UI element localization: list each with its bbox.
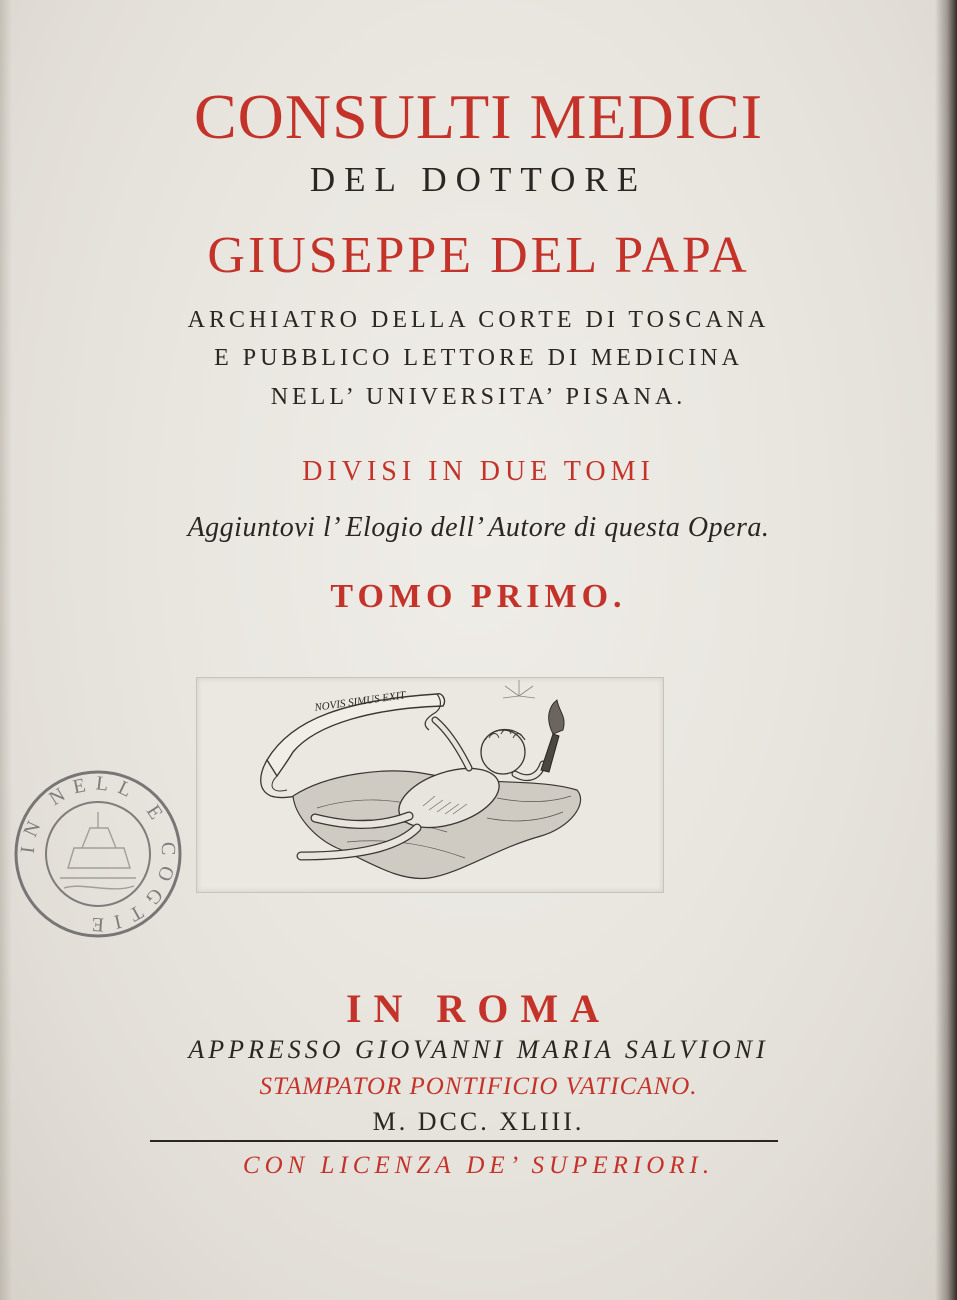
imprint-city: IN ROMA	[345, 986, 612, 1031]
subtitle-line-archiatro: ARCHIATRO DELLA CORTE DI TOSCANA	[187, 307, 770, 333]
subtitle-line-universita: NELL’ UNIVERSITA’ PISANA.	[270, 384, 687, 410]
imprint-rule	[150, 1140, 778, 1142]
title-line-consulti-medici: CONSULTI MEDICI	[193, 81, 764, 152]
engraved-vignette	[196, 677, 664, 893]
banderole-motto: NOVIS SIMUS EXIT	[313, 689, 407, 714]
show-through-text	[230, 930, 790, 990]
imprint-printer: APPRESSO GIOVANNI MARIA SALVIONI	[188, 1035, 769, 1064]
library-stamp-seal	[12, 768, 184, 940]
title-line-del-dottore: DEL DOTTORE	[309, 160, 648, 199]
title-line-author-name: GIUSEPPE DEL PAPA	[207, 227, 750, 284]
imprint-office: STAMPATOR PONTIFICIO VATICANO.	[259, 1073, 698, 1100]
elogio-note: Aggiuntovi l’ Elogio dell’ Autore di questa Opera.	[187, 512, 770, 543]
licence-line: CON LICENZA DE’ SUPERIORI.	[242, 1152, 715, 1179]
library-stamp	[12, 768, 184, 940]
stamp-legend: IN NELL E COGTIE	[16, 772, 180, 936]
imprint-year: M. DCC. XLIII.	[372, 1107, 585, 1136]
volume-label: TOMO PRIMO.	[330, 578, 627, 615]
volumes-note: DIVISI IN DUE TOMI	[302, 456, 655, 487]
torch	[541, 734, 559, 772]
cherub-engraving	[197, 678, 663, 892]
subtitle-line-lettore: E PUBBLICO LETTORE DI MEDICINA	[214, 345, 743, 371]
